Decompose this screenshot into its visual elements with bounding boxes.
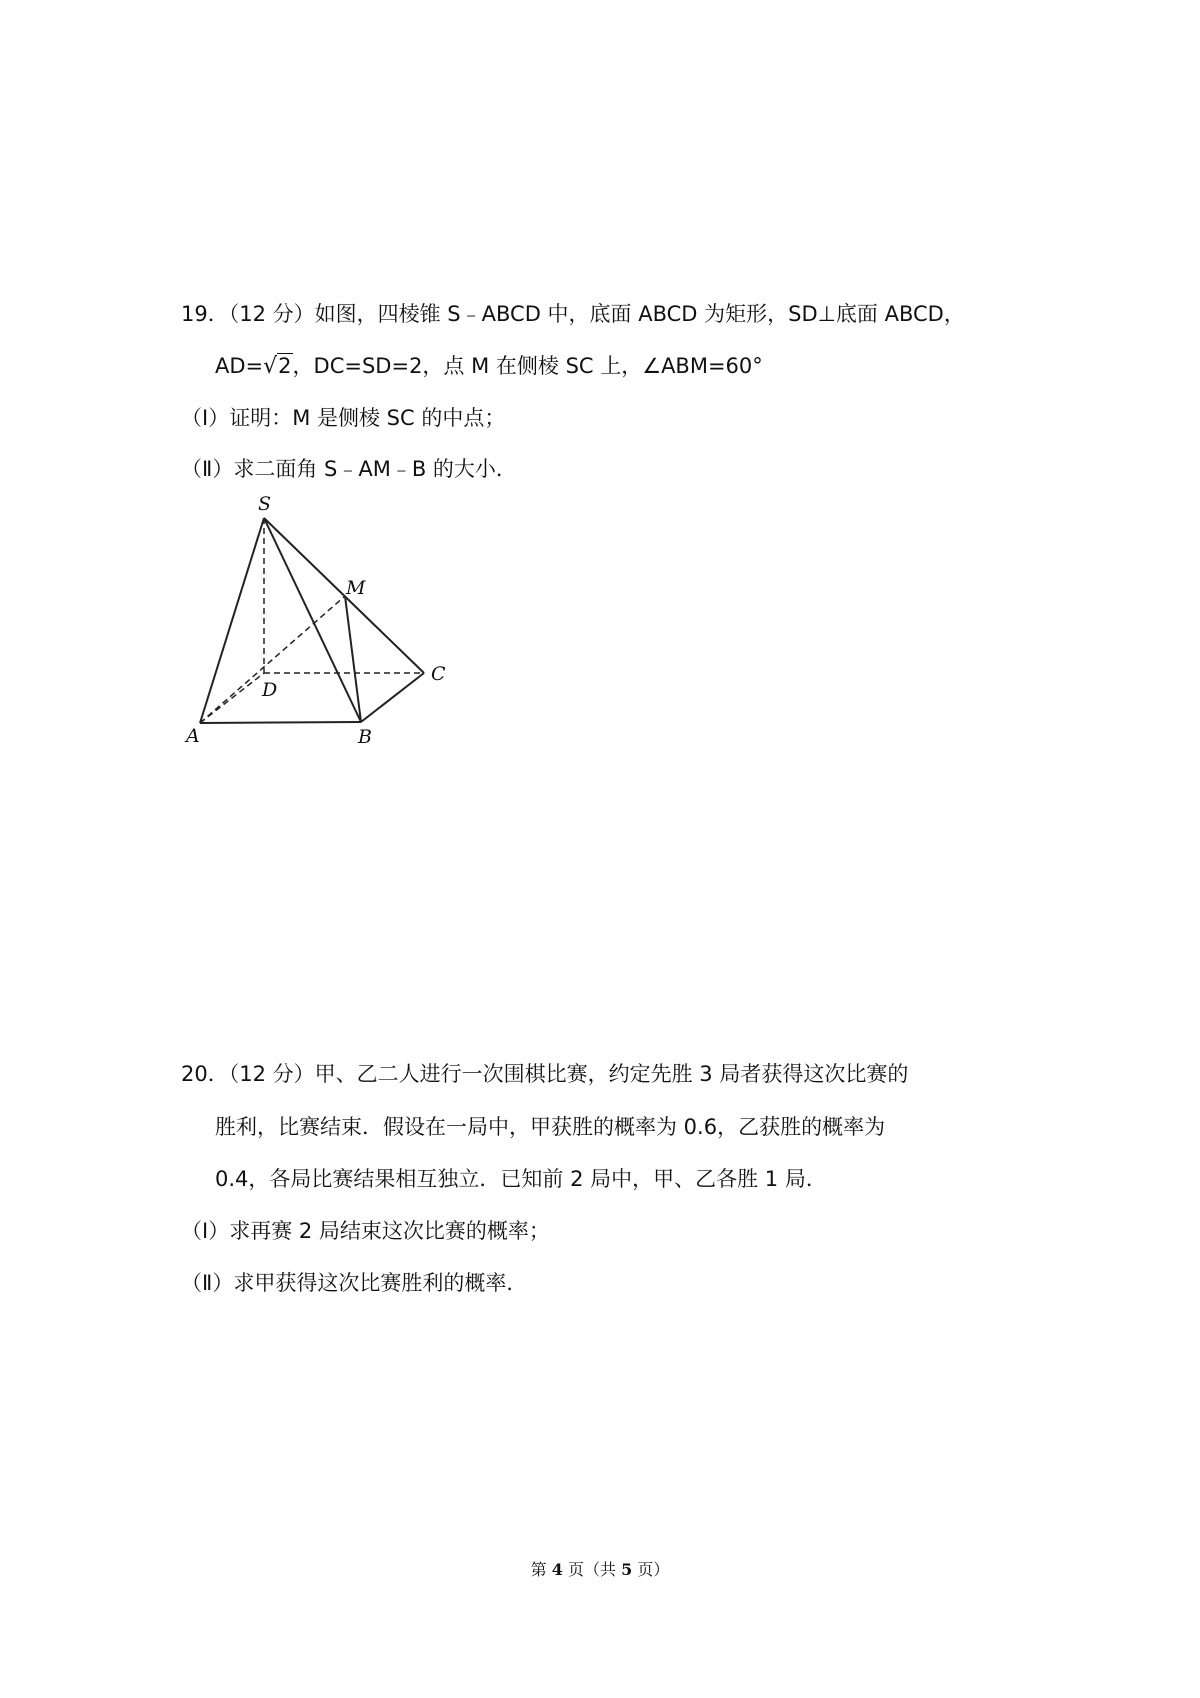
q19-line1: 19．（12 分）如图，四棱锥 S﹣ABCD 中，底面 ABCD 为矩形，SD⊥底面 ABCD， bbox=[181, 302, 965, 326]
edge-AB bbox=[200, 722, 361, 723]
footer-page-number: 4 bbox=[551, 1560, 563, 1579]
edge-SB bbox=[264, 518, 361, 722]
edge-BC bbox=[361, 673, 424, 722]
q20-line1: 20．（12 分）甲、乙二人进行一次围棋比赛，约定先胜 3 局者获得这次比赛的 bbox=[181, 1062, 909, 1086]
label-D: D bbox=[262, 679, 278, 701]
label-M: M bbox=[346, 577, 366, 599]
q19-part1: （Ⅰ）证明：M 是侧棱 SC 的中点； bbox=[181, 406, 506, 430]
edge-AM-hidden bbox=[200, 596, 345, 723]
q20-line2: 胜利，比赛结束．假设在一局中，甲获胜的概率为 0.6，乙获胜的概率为 bbox=[215, 1115, 886, 1139]
sqrt-radicand: 2 bbox=[278, 354, 292, 378]
q19-line2-post: ，DC=SD=2，点 M 在侧棱 SC 上，∠ABM=60° bbox=[292, 354, 763, 378]
label-B: B bbox=[358, 726, 372, 748]
footer-pre: 第 bbox=[530, 1560, 552, 1579]
page-footer bbox=[0, 1557, 1200, 1580]
label-S: S bbox=[258, 493, 272, 515]
q20-part1: （Ⅰ）求再赛 2 局结束这次比赛的概率； bbox=[181, 1219, 550, 1243]
footer-post: 页） bbox=[632, 1560, 670, 1579]
q19-line2 bbox=[215, 352, 763, 381]
label-A: A bbox=[186, 725, 200, 747]
radical-sign: √ bbox=[263, 354, 278, 379]
pyramid-figure bbox=[178, 490, 478, 765]
sqrt-expression bbox=[263, 352, 292, 381]
q19-part2: （Ⅱ）求二面角 S﹣AM﹣B 的大小． bbox=[181, 457, 517, 481]
q20-line3: 0.4，各局比赛结果相互独立．已知前 2 局中，甲、乙各胜 1 局． bbox=[215, 1167, 827, 1191]
edge-SA bbox=[200, 518, 264, 723]
footer-total-pages: 5 bbox=[621, 1560, 633, 1579]
footer-mid: 页（共 bbox=[562, 1560, 622, 1579]
q20-part2: （Ⅱ）求甲获得这次比赛胜利的概率． bbox=[181, 1271, 528, 1295]
q19-line2-pre: AD= bbox=[215, 354, 264, 378]
label-C: C bbox=[431, 663, 446, 685]
edge-SC bbox=[264, 518, 424, 673]
